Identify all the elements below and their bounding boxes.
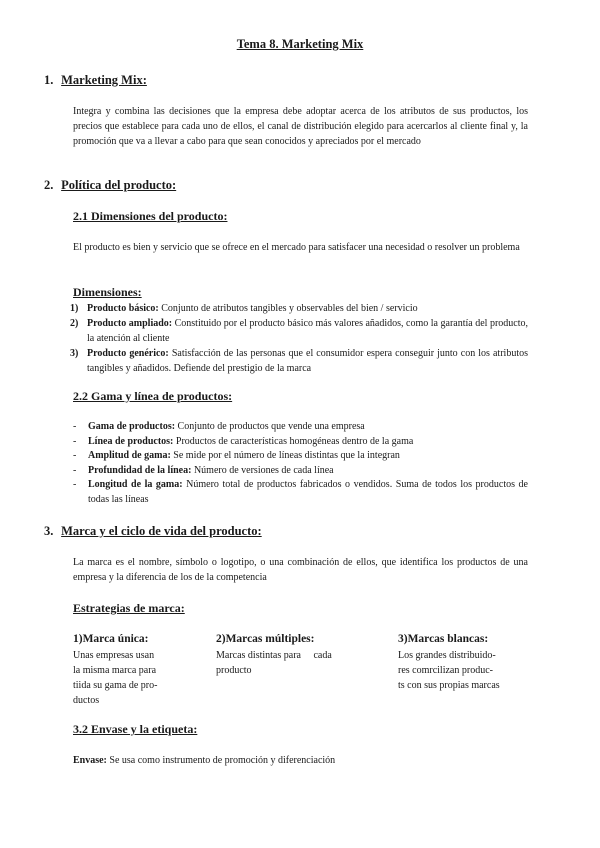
- strategy-line: Marcas distintas para cada: [216, 650, 332, 661]
- strategy-line: la misma marca para: [73, 665, 157, 676]
- item-number: 2): [70, 318, 79, 329]
- list-item: [70, 346, 528, 376]
- section-1-heading: [44, 73, 147, 88]
- strategy-line: tiida su gama de pro-: [73, 680, 158, 691]
- item-description: Número de versiones de cada línea: [191, 464, 334, 476]
- item-term: Amplitud de gama:: [88, 450, 171, 461]
- dimensiones-heading: Dimensiones:: [73, 285, 142, 299]
- strategy-column-marcas-multiples: [216, 632, 376, 678]
- list-item: [73, 478, 528, 507]
- item-term: Gama de productos:: [88, 421, 176, 432]
- dash-bullet: -: [73, 464, 77, 476]
- strategy-line: res comrcilizan produc-: [398, 665, 493, 676]
- strategy-line: ductos: [73, 695, 100, 706]
- subsection-2-2-heading: 2.2 Gama y línea de productos:: [73, 389, 233, 403]
- item-term: Envase:: [73, 755, 107, 766]
- strategy-line: Unas empresas usan: [73, 650, 155, 661]
- section-number: 2.: [44, 178, 54, 192]
- item-description: Se mide por el número de líneas distintas que la integran: [170, 450, 400, 461]
- strategy-line: ts con sus propias marcas: [398, 680, 500, 691]
- item-term: Producto ampliado:: [87, 318, 173, 329]
- strategy-title: 2)Marcas múltiples:: [216, 633, 315, 645]
- strategy-line: producto: [216, 665, 252, 676]
- dash-bullet: -: [73, 421, 77, 432]
- strategy-title: 3)Marcas blancas:: [398, 633, 489, 645]
- item-description: Número total de productos fabricados o vendidos. Suma de todos los productos de todas las líneas: [88, 479, 528, 505]
- item-number: 1): [70, 303, 79, 314]
- subsection-3-2-heading: 3.2 Envase y la etiqueta:: [73, 722, 198, 736]
- strategy-column-marca-unica: [73, 632, 203, 708]
- dash-bullet: -: [73, 450, 77, 461]
- item-term: Línea de productos:: [88, 435, 174, 447]
- section-number: 3.: [44, 524, 54, 538]
- document-title-text: Tema 8. Marketing Mix: [236, 37, 364, 51]
- document-title: [0, 37, 600, 52]
- item-number: 3): [70, 348, 79, 359]
- section-3-text: La marca es el nombre, símbolo o logotipo, o una combinación de ellos, que identifica los productos de una empresa y la diferencia de los de la competencia: [73, 557, 528, 583]
- subsection-2-1-heading: 2.1 Dimensiones del producto:: [73, 209, 228, 223]
- item-description: Conjunto de productos que vende una empresa: [175, 421, 365, 432]
- list-item: [73, 420, 528, 435]
- strategy-column-marcas-blancas: [398, 632, 548, 693]
- item-term: Profundidad de la línea:: [88, 464, 192, 476]
- list-item: [70, 301, 528, 316]
- item-term: Producto básico:: [87, 303, 159, 314]
- item-description: Constituido por el producto básico más valores añadidos, como la garantía del producto, la atención al cliente: [87, 318, 528, 344]
- item-term: Longitud de la gama:: [88, 479, 183, 490]
- section-title: Marca y el ciclo de vida del producto:: [61, 524, 262, 538]
- section-1-text: Integra y combina las decisiones que la empresa debe adoptar acerca de los atributos de sus productos, los precios que establece para cada uno de ellos, el canal de distribución elegido para acercarlos al cliente final y, la promoción que va a llevar a cabo para que sean conocidos y apreciados por el mercado: [73, 106, 528, 147]
- item-description: Se usa como instrumento de promoción y diferenciación: [106, 755, 336, 766]
- section-number: 1.: [44, 73, 54, 87]
- list-item: [70, 316, 528, 346]
- section-3-heading: [44, 524, 262, 539]
- subsection-2-1-text: El producto es bien y servicio que se ofrece en el mercado para satisfacer una necesidad o resolver un problema: [73, 242, 520, 253]
- section-title: Política del producto:: [61, 178, 177, 192]
- dimensiones-list: [70, 301, 528, 376]
- item-description: Productos de características homogéneas dentro de la gama: [173, 435, 414, 447]
- section-2-heading: [44, 178, 176, 193]
- envase-definition: [73, 753, 528, 768]
- list-item: [73, 464, 528, 479]
- estrategias-heading: Estrategias de marca:: [73, 601, 185, 615]
- section-title: Marketing Mix:: [61, 73, 147, 87]
- list-item: [73, 435, 528, 450]
- item-description: Satisfacción de las personas que el consumidor espera conseguir junto con los atributos tangibles y añadidos. Defiende del prestigio de la marca: [87, 348, 528, 374]
- strategy-title: 1)Marca única:: [73, 633, 149, 645]
- list-item: [73, 449, 528, 464]
- strategy-line: Los grandes distribuido-: [398, 650, 496, 661]
- gama-list: [73, 420, 528, 507]
- item-term: Producto genérico:: [87, 348, 169, 359]
- item-description: Conjunto de atributos tangibles y observables del bien / servicio: [158, 303, 418, 314]
- dash-bullet: -: [73, 479, 77, 490]
- dash-bullet: -: [73, 435, 77, 447]
